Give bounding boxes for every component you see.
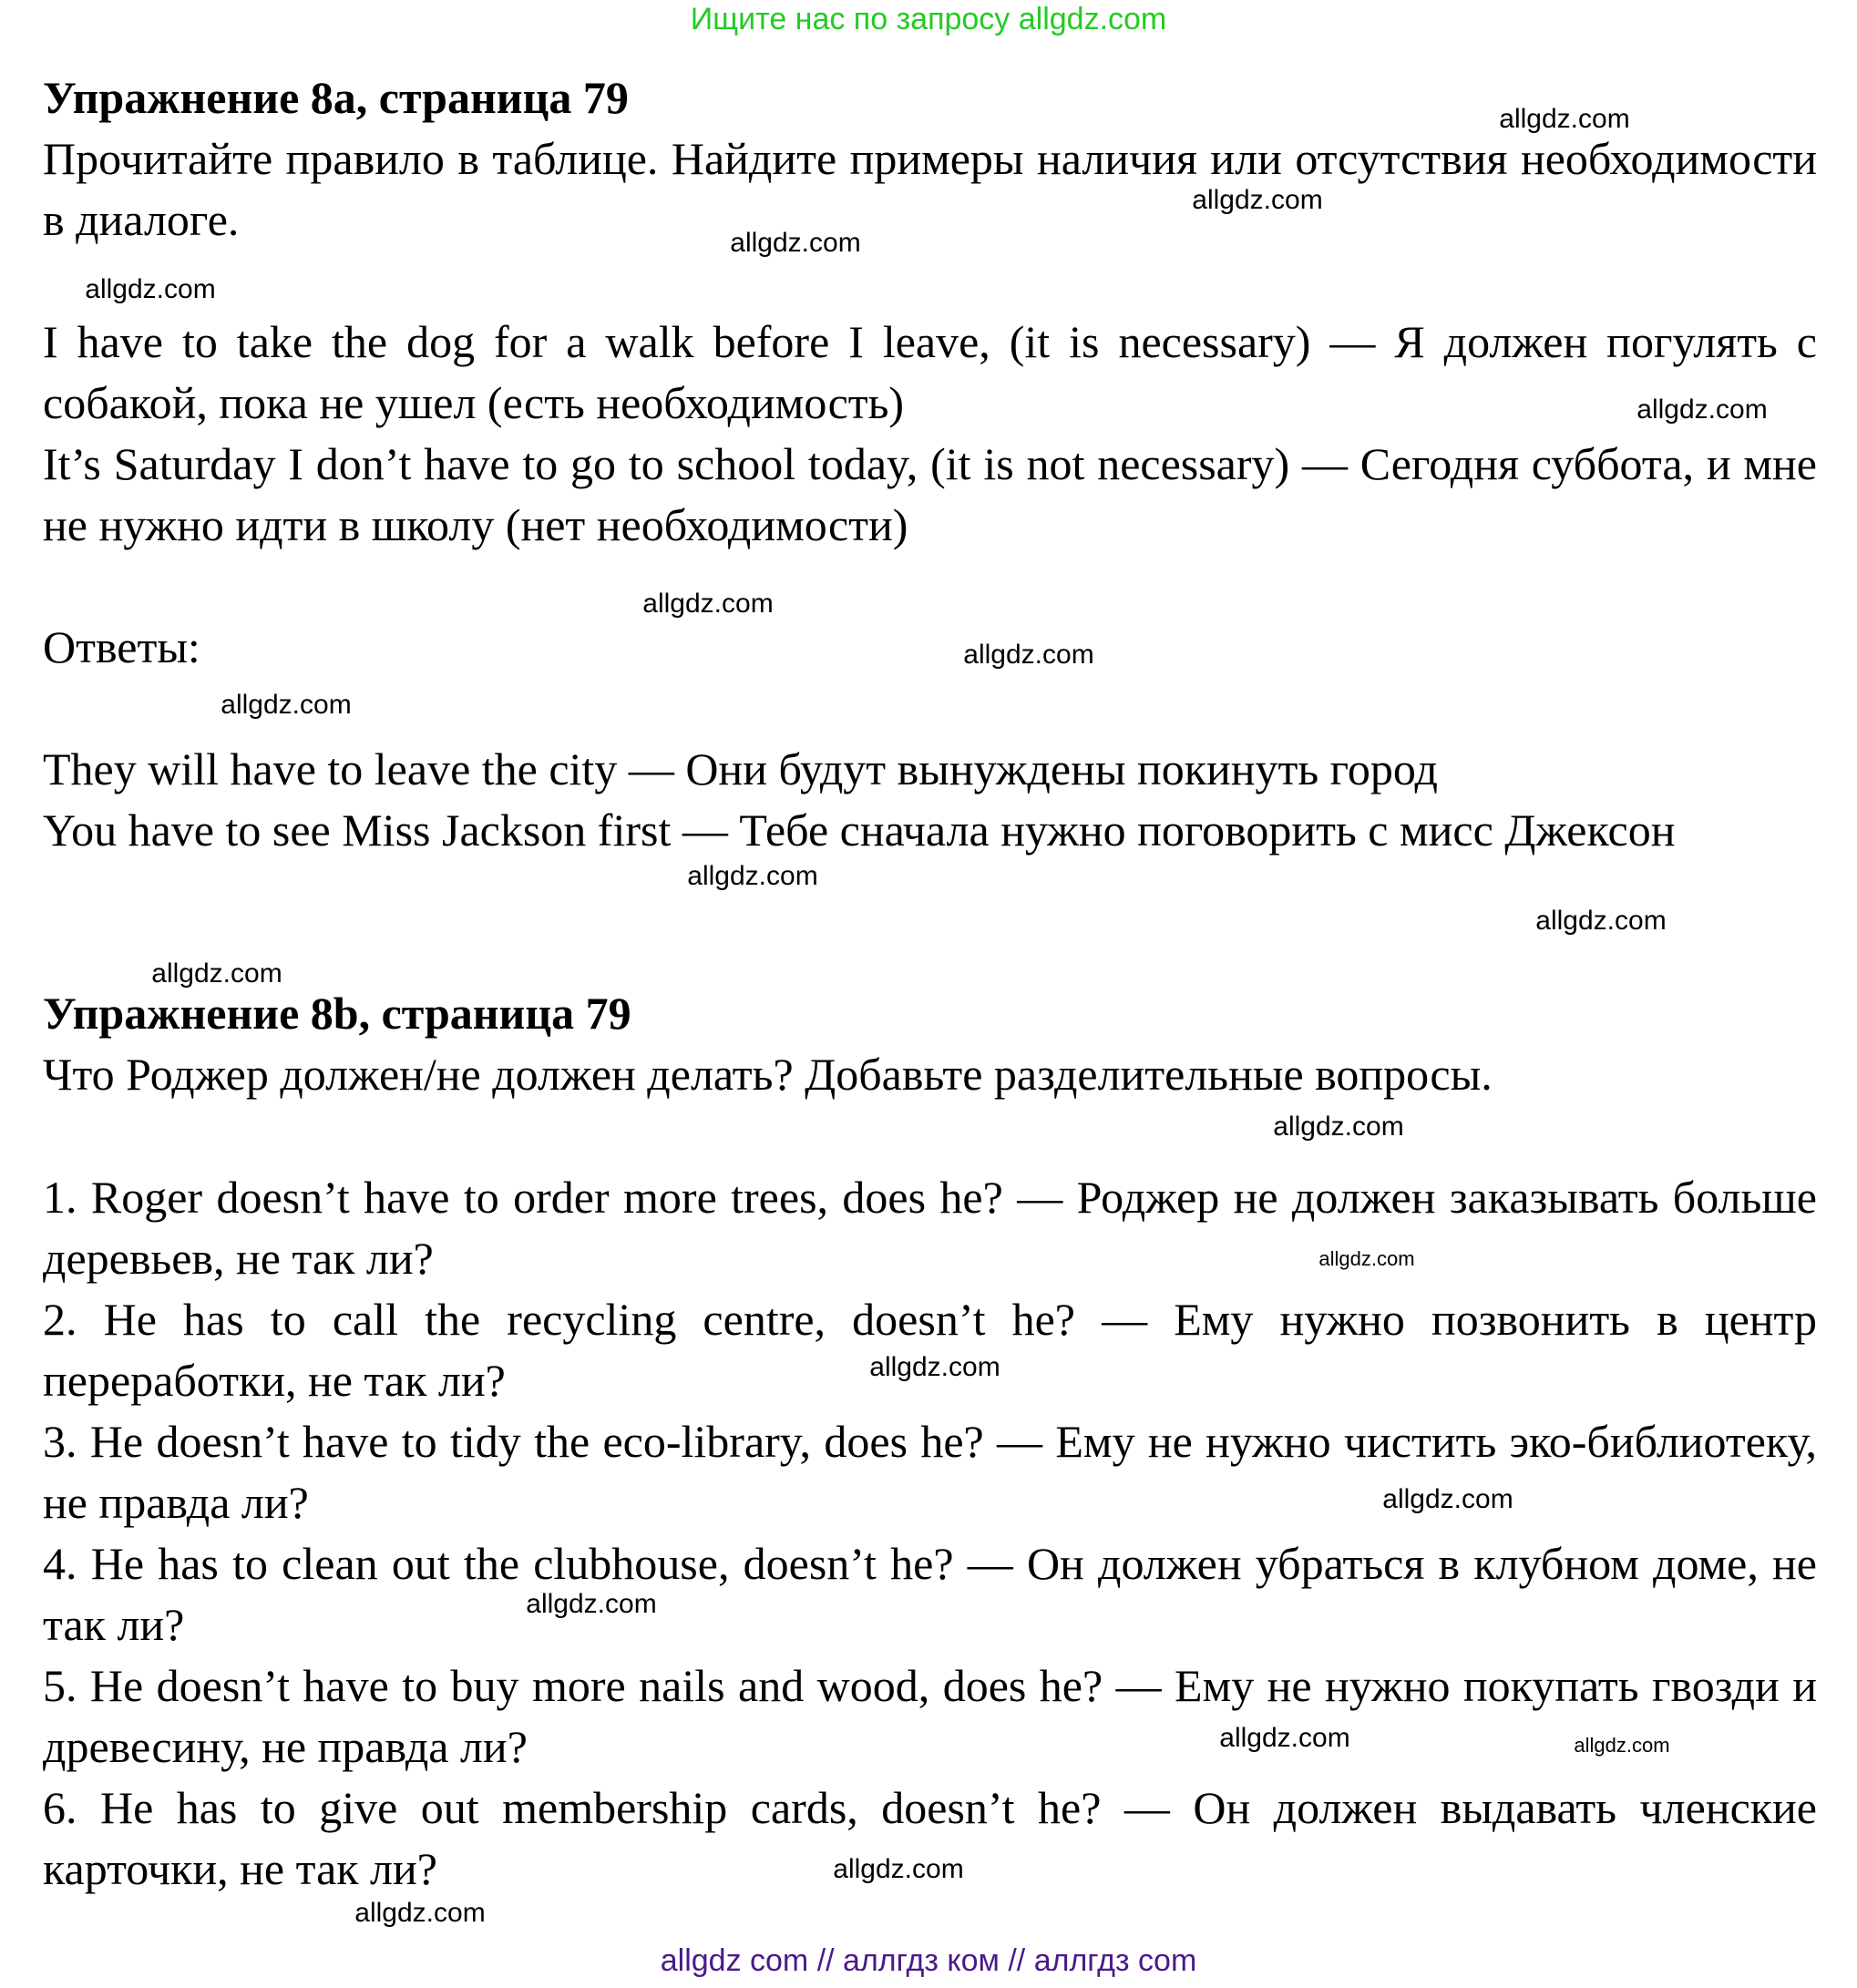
watermark: allgdz.com (730, 228, 861, 258)
watermark: allgdz.com (1219, 1723, 1350, 1753)
answers-label (43, 617, 1817, 678)
watermark: allgdz.com (1636, 395, 1768, 425)
answer-line: They will have to leave the city — Они будут вынуждены покинуть город (43, 743, 1438, 794)
top-banner: Ищите нас по запросу allgdz.com (690, 2, 1167, 36)
list-item: 4. He has to clean out the clubhouse, doesn’t he? — Он должен убраться в клубном доме, не так ли? (43, 1538, 1817, 1650)
exercise-8b-items (43, 1167, 1817, 1900)
watermark: allgdz.com (869, 1352, 1000, 1382)
answer-line: You have to see Miss Jackson first — Тебе сначала нужно поговорить с мисс Джексон (43, 804, 1676, 856)
list-item: 5. He doesn’t have to buy more nails and wood, does he? — Ему не нужно покупать гвозди и древесину, не правда ли? (43, 1660, 1817, 1772)
watermark: allgdz.com (1273, 1112, 1404, 1142)
watermark: allgdz.com (354, 1898, 486, 1928)
answers-label-text: Ответы: (43, 621, 200, 672)
list-item: 1. Roger doesn’t have to order more trees, does he? — Роджер не должен заказывать больше деревьев, не так ли? (43, 1172, 1817, 1284)
exercise-8a-examples (43, 312, 1817, 556)
watermark: allgdz.com (526, 1589, 657, 1619)
example-line: It’s Saturday I don’t have to go to school today, (it is not necessary) — Сегодня суббота, и мне не нужно идти в школу (нет необходимости) (43, 438, 1817, 550)
exercise-8a-answers (43, 739, 1817, 861)
exercise-8a-task: Прочитайте правило в таблице. Найдите примеры наличия или отсутствия необходимости в диалоге. (43, 133, 1817, 245)
exercise-8b (43, 983, 1817, 1105)
watermark: allgdz.com (963, 640, 1094, 670)
watermark: allgdz.com (642, 589, 774, 619)
watermark: allgdz.com (1535, 906, 1667, 936)
exercise-8b-heading: Упражнение 8b, страница 79 (43, 988, 631, 1039)
watermark: allgdz.com (151, 958, 282, 989)
watermark: allgdz.com (221, 690, 352, 720)
watermark: allgdz.com (687, 861, 818, 891)
watermark: allgdz.com (1318, 1247, 1415, 1270)
list-item: 6. He has to give out membership cards, doesn’t he? — Он должен выдавать членские карточки, не так ли? (43, 1782, 1817, 1894)
watermark: allgdz.com (833, 1854, 964, 1884)
example-line: I have to take the dog for a walk before I leave, (it is necessary) — Я должен погулять с собакой, пока не ушел (есть необходимость) (43, 316, 1817, 428)
list-item: 2. He has to call the recycling centre, doesn’t he? — Ему нужно позвонить в центр переработки, не так ли? (43, 1294, 1817, 1406)
footer-banner: allgdz com // аллгдз ком // аллгдз com (660, 1943, 1197, 1978)
watermark: allgdz.com (85, 274, 216, 304)
exercise-8a-heading: Упражнение 8а, страница 79 (43, 72, 629, 123)
watermark: allgdz.com (1574, 1734, 1670, 1757)
watermark: allgdz.com (1192, 185, 1323, 215)
watermark: allgdz.com (1499, 104, 1630, 134)
exercise-8a (43, 67, 1817, 251)
exercise-8b-task: Что Роджер должен/не должен делать? Добавьте разделительные вопросы. (43, 1049, 1493, 1100)
watermark: allgdz.com (1382, 1484, 1513, 1514)
list-item: 3. He doesn’t have to tidy the eco-library, does he? — Ему не нужно чистить эко-библиотеку, не правда ли? (43, 1416, 1817, 1528)
